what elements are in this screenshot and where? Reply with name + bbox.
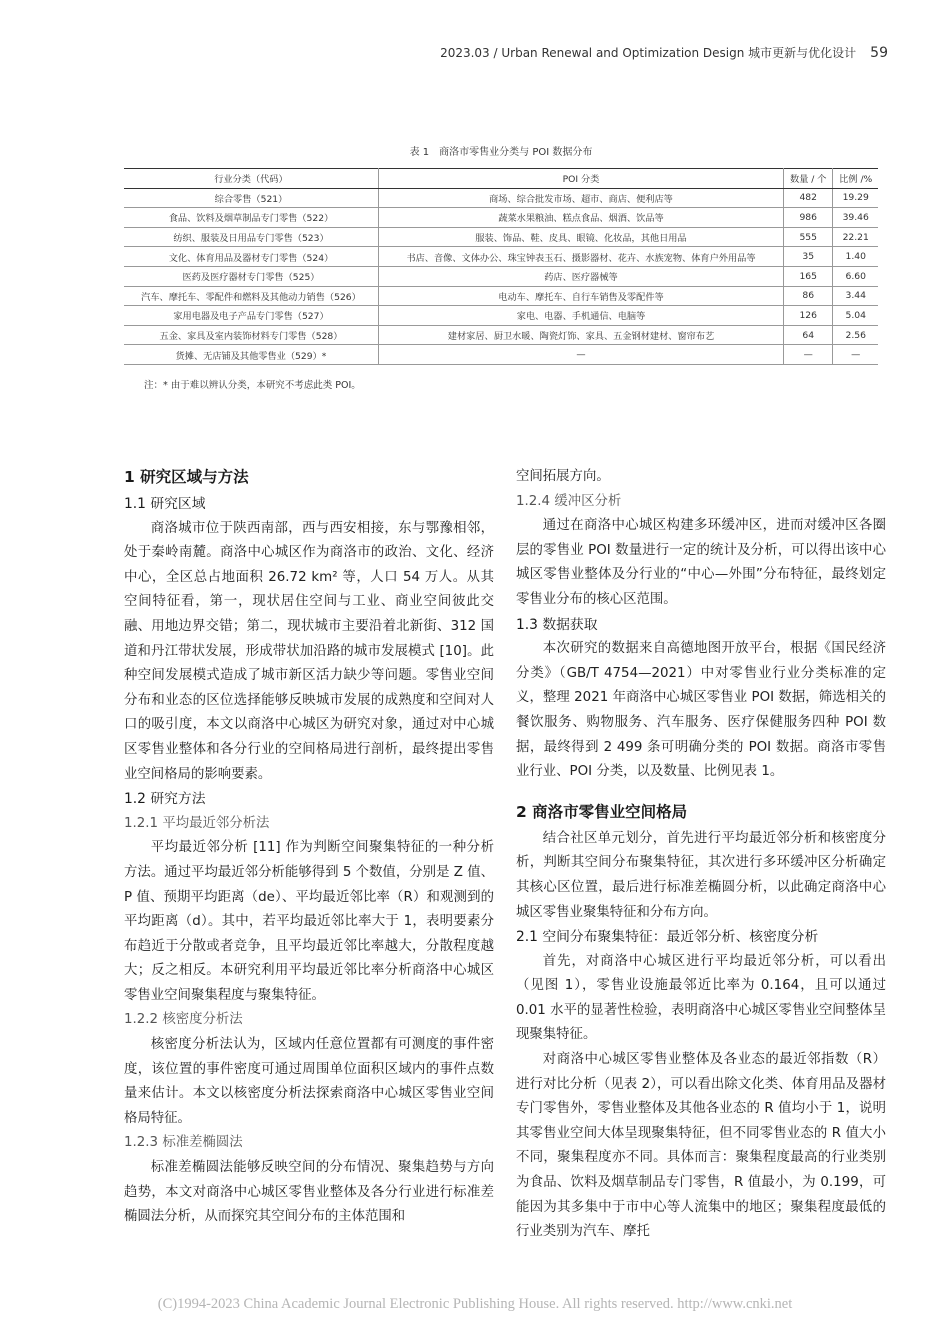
table-cell: 建材家居、厨卫水暖、陶瓷灯饰、家具、五金钢材建材、窗帘布艺 — [379, 325, 784, 345]
paragraph: 空间拓展方向。 — [516, 469, 610, 484]
table-cell: 64 — [784, 325, 833, 345]
table-cell: 电动车、摩托车、自行车销售及零配件等 — [379, 286, 784, 306]
paragraph: 核密度分析法认为，区域内任意位置都有可测度的事件密度，该位置的事件密度可通过周围单位面积区域内的事件点数量来估计。本文以核密度分析法探索商洛中心城区零售业空间格局特征。 — [124, 1037, 494, 1126]
table-cell: 药店、医疗器械等 — [379, 266, 784, 286]
table-caption: 表 1 商洛市零售业分类与 POI 数据分布 — [409, 147, 593, 158]
paragraph: 对商洛中心城区零售业整体及各业态的最近邻指数（R）进行对比分析（见表 2），可以看出除文化类、体育用品及器材专门零售外，零售业整体及其他各业态的 R 值均小于 1，说明其零售业空间大体呈现聚集特征，但不同零售业态的 R 值大小不同，聚集程度亦不同。具体而言：聚集程度最高的行业类别为食品、饮料及烟草制品专门零售，R 值最小，为 0.199，可能因为其多集中于市中心等人流集中的地区；聚集程度最低的行业类别为汽车、摩托 — [516, 1052, 886, 1240]
table-row — [124, 188, 878, 208]
table-cell: 文化、体育用品及器材专门零售（524） — [124, 247, 379, 267]
table-cell: 家用电器及电子产品专门零售（527） — [124, 306, 379, 326]
table-cell: 482 — [784, 188, 833, 208]
paragraph: 商洛城市位于陕西南部，西与西安相接，东与鄂豫相邻，处于秦岭南麓。商洛中心城区作为商洛市的政治、文化、经济中心，全区总占地面积 26.72 km² 等，人口 54 万人。从其空间特征看，第一，现状居住空间与工业、商业空间彼此交融、用地边界交错；第二，现状城市主要沿着北新街、312 国道和丹江带状发展，形成带状加沿路的城市发展模式 [10]。此种空间发展模式造成了城市新区活力缺少等问题。零售业空间分布和业态的区位选择能够反映城市发展的成熟度和空间对人口的吸引度，本文以商洛中心城区为研究对象，通过对中心城区零售业整体和各分行业的空间格局进行剖析，最终提出零售业空间格局的影响要素。 — [124, 520, 494, 782]
paragraph: 本次研究的数据来自高德地图开放平台，根据《国民经济分类》（GB/T 4754—2021）中对零售业行业分类标准的定义，整理 2021 年商洛中心城区零售业 POI 数据，筛选相关的餐饮服务、购物服务、汽车服务、医疗保健服务四种 POI 数据，最终得到 2 499 条可明确分类的 POI 数据。商洛市零售业行业、POI 分类，以及数量、比例见表 1。 — [516, 641, 886, 780]
table-cell: 纺织、服装及日用品专门零售（523） — [124, 227, 379, 247]
table-cell: 汽车、摩托车、零配件和燃料及其他动力销售（526） — [124, 286, 379, 306]
table-cell: 6.60 — [833, 266, 878, 286]
paragraph: 结合社区单元划分，首先进行平均最近邻分析和核密度分析，判断其空间分布聚集特征，其次进行多环缓冲区分析确定其核心区位置，最后进行标准差椭圆分析，以此确定商洛中心城区零售业聚集特征和分布方向。 — [516, 830, 886, 920]
table-cell: 5.04 — [833, 306, 878, 326]
table-cell: — — [833, 345, 878, 365]
paragraph: 标准差椭圆法能够反映空间的分布情况、聚集趋势与方向趋势，本文对商洛中心城区零售业整体及各分行业进行标准差椭圆法分析，从而探究其空间分布的主体范围和 — [124, 1160, 494, 1225]
table-cell: 综合零售（521） — [124, 188, 379, 208]
table-cell: 3.44 — [833, 286, 878, 306]
table-cell: — — [379, 345, 784, 365]
left-text-column — [124, 462, 494, 1230]
paragraph: 通过在商洛中心城区构建多环缓冲区，进而对缓冲区各圈层的零售业 POI 数量进行一定的统计及分析，可以得出该中心城区零售业整体及分行业的“中心—外围”分布特征，最终划定零售业分布的核心区范围。 — [516, 518, 886, 607]
table-cell: 19.29 — [833, 188, 878, 208]
table-cell: 蔬菜水果粮油、糕点食品、烟酒、饮品等 — [379, 208, 784, 228]
subsection-heading: 2.1 空间分布聚集特征：最近邻分析、核密度分析 — [516, 929, 819, 946]
right-text-column — [516, 465, 886, 1245]
table-1 — [124, 143, 878, 391]
table-cell: 86 — [784, 286, 833, 306]
table-cell: 39.46 — [833, 208, 878, 228]
table-cell: 126 — [784, 306, 833, 326]
paragraph: 平均最近邻分析 [11] 作为判断空间聚集特征的一种分析方法。通过平均最近邻分析能够得到 5 个数值，分别是 Z 值、P 值、预期平均距离（de）、平均最近邻比率（R）和观测到的平均距离（d）。其中，若平均最近邻比率大于 1，表明要素分布趋近于分散或者竞争，且平均最近邻比率越大，分散程度越大；反之相反。本研究利用平均最近邻比率分析商洛中心城区零售业空间聚集程度与聚集特征。 — [124, 840, 494, 1003]
table-cell: 商场、综合批发市场、超市、商店、便利店等 — [379, 188, 784, 208]
poi-table — [124, 168, 878, 365]
section-heading: 2 商洛市零售业空间格局 — [516, 802, 688, 821]
table-cell: 2.56 — [833, 325, 878, 345]
table-cell: 35 — [784, 247, 833, 267]
table-row — [124, 227, 878, 247]
table-cell: 986 — [784, 208, 833, 228]
running-header — [440, 44, 888, 61]
table-cell: 555 — [784, 227, 833, 247]
header-text: 2023.03 / Urban Renewal and Optimization Design 城市更新与优化设计 — [440, 46, 857, 60]
subsection-heading: 1.1 研究区域 — [124, 496, 206, 512]
table-header-cell: 数量 / 个 — [784, 169, 833, 189]
page-number: 59 — [870, 45, 888, 61]
subsubsection-heading: 1.2.3 标准差椭圆法 — [124, 1135, 243, 1151]
table-row — [124, 247, 878, 267]
subsubsection-heading: 1.2.1 平均最近邻分析法 — [124, 815, 270, 831]
table-cell: 五金、家具及室内装饰材料专门零售（528） — [124, 325, 379, 345]
table-row — [124, 286, 878, 306]
paragraph: 首先，对商洛中心城区进行平均最近邻分析，可以看出（见图 1），零售业设施最邻近比率为 0.164，且可以通过 0.01 水平的显著性检验，表明商洛中心城区零售业空间整体呈现聚集特征。 — [516, 953, 886, 1043]
subsection-heading: 1.3 数据获取 — [516, 616, 598, 633]
subsection-heading: 1.2 研究方法 — [124, 791, 206, 808]
table-row — [124, 266, 878, 286]
table-cell: 医药及医疗器材专门零售（525） — [124, 266, 379, 286]
subsubsection-heading: 1.2.4 缓冲区分析 — [516, 493, 622, 509]
table-row — [124, 306, 878, 326]
table-header-cell: POI 分类 — [379, 169, 784, 189]
table-row — [124, 325, 878, 345]
table-cell: — — [784, 345, 833, 365]
table-cell: 服装、饰品、鞋、皮具、眼镜、化妆品，其他日用品 — [379, 227, 784, 247]
table-cell: 家电、电器、手机通信、电脑等 — [379, 306, 784, 326]
table-note: 注：* 由于难以辨认分类，本研究不考虑此类 POI。 — [144, 379, 361, 391]
table-row — [124, 208, 878, 228]
copyright-footer: (C)1994-2023 China Academic Journal Electronic Publishing House. All rights reserved. http://www.cnki.net — [157, 1296, 793, 1312]
table-body — [124, 188, 878, 364]
table-header-cell: 行业分类（代码） — [124, 169, 379, 189]
section-heading: 1 研究区域与方法 — [124, 468, 249, 486]
subsubsection-heading: 1.2.2 核密度分析法 — [124, 1012, 243, 1028]
table-cell: 书店、音像、文体办公、珠宝钟表玉石、摄影器材、花卉、水族宠物、体育户外用品等 — [379, 247, 784, 267]
table-cell: 1.40 — [833, 247, 878, 267]
table-cell: 22.21 — [833, 227, 878, 247]
table-header-cell: 比例 /% — [833, 169, 878, 189]
table-row — [124, 345, 878, 365]
table-header-row — [124, 169, 878, 189]
table-cell: 165 — [784, 266, 833, 286]
table-cell: 食品、饮料及烟草制品专门零售（522） — [124, 208, 379, 228]
table-cell: 货摊、无店铺及其他零售业（529）* — [124, 345, 379, 365]
